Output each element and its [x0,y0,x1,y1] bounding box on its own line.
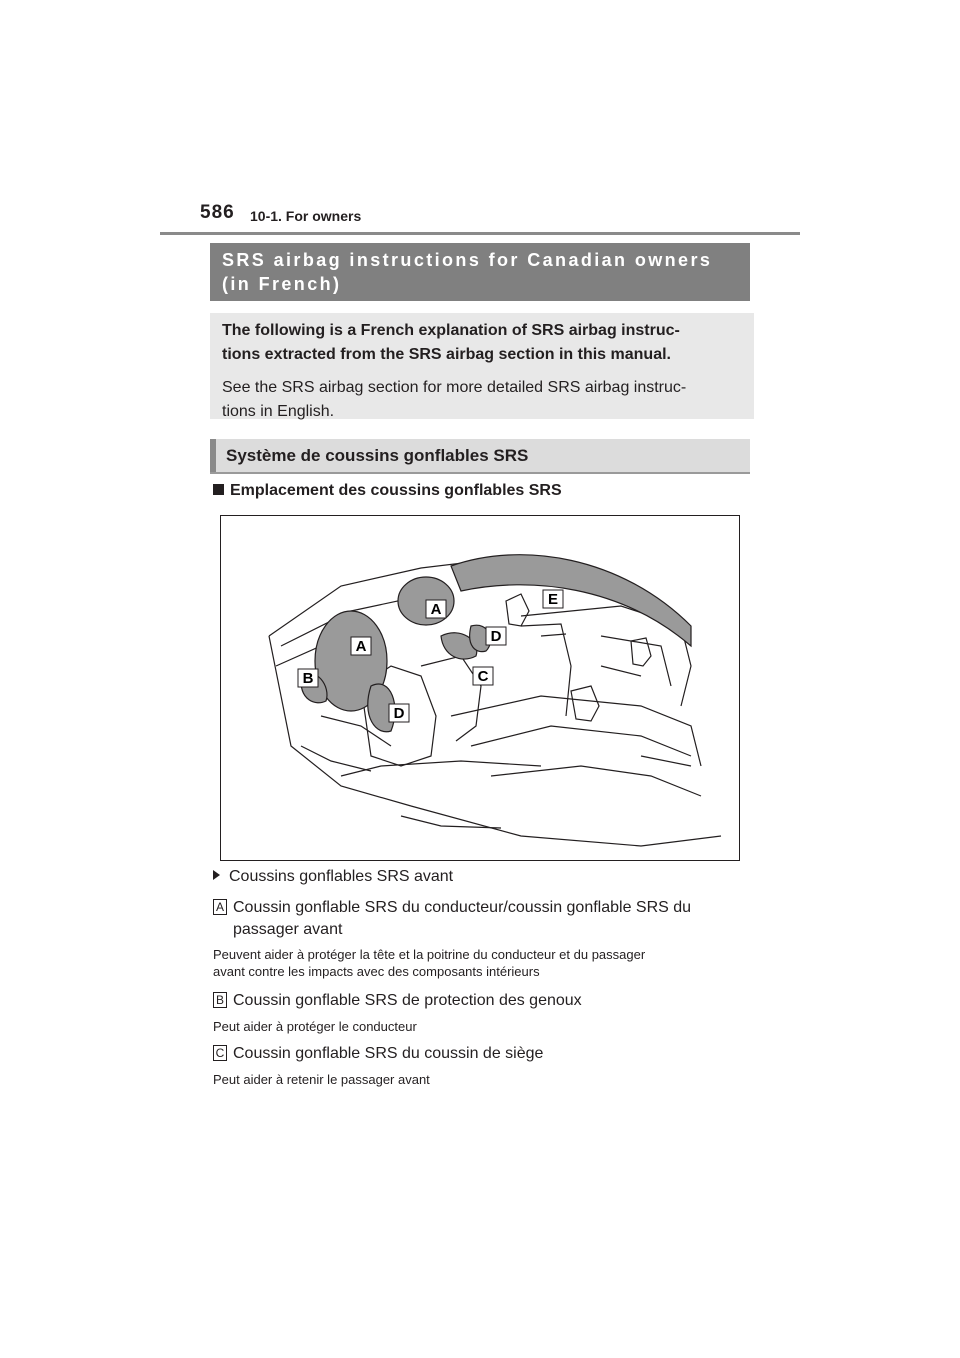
item-a-title [233,897,753,941]
item-b-description: Peut aider à protéger le conducteur [213,1019,417,1034]
item-c-letter: C [213,1045,227,1061]
car-interior-illustration [221,516,739,860]
section-heading-text: Emplacement des coussins gonflables SRS [230,482,562,499]
item-a-title-line-1: Coussin gonflable SRS du conducteur/coussin gonflable SRS du [233,899,692,916]
item-c-description: Peut aider à retenir le passager avant [213,1072,430,1087]
item-a-desc-line-1: Peuvent aider à protéger la tête et la poitrine du conducteur et du passager [213,947,646,962]
item-a [213,897,753,941]
item-b-letter: B [213,992,227,1008]
callout-a-passenger [426,600,446,618]
subheading: Système de coussins gonflables SRS [210,439,750,472]
callout-a-driver-text: A [355,638,367,655]
callout-d-upper-text: D [490,628,502,645]
intro-bold-line-1: The following is a French explanation of SRS airbag instruc- [222,322,680,339]
callout-d-lower-text: D [393,705,405,722]
callout-c [473,667,493,685]
bullet-front-airbags-text: Coussins gonflables SRS avant [229,868,454,885]
page-title: SRS airbag instructions for Canadian owners (in French) [210,243,750,301]
callout-d-upper [486,627,506,645]
callout-e-text: E [547,591,559,608]
subheading-rule [210,472,750,474]
triangle-bullet-icon [213,870,220,880]
item-c-title: Coussin gonflable SRS du coussin de siège [233,1045,544,1062]
section-label: 10-1. For owners [250,208,362,224]
item-a-description [213,946,773,980]
callout-b-text: B [302,670,314,687]
callout-e [543,590,563,608]
intro-normal-text [222,376,742,424]
intro-normal-line-1: See the SRS airbag section for more detailed SRS airbag instruc- [222,379,687,396]
square-bullet-icon [213,484,224,495]
item-a-letter: A [213,899,227,915]
intro-box [210,313,754,419]
header-rule [160,232,800,235]
callout-a-passenger-text: A [430,601,442,618]
intro-bold-text [222,319,742,367]
item-a-desc-line-2: avant contre les impacts avec des composants intérieurs [213,964,540,979]
intro-normal-line-2: tions in English. [222,403,335,420]
item-a-title-line-2: passager avant [233,921,343,938]
item-b [213,990,753,1012]
item-c [213,1043,753,1065]
intro-bold-line-2: tions extracted from the SRS airbag section in this manual. [222,346,671,363]
callout-c-text: C [477,668,489,685]
airbag-figure [220,515,740,861]
page-number: 586 [200,202,235,223]
callout-a-driver [351,637,371,655]
item-b-title: Coussin gonflable SRS de protection des genoux [233,992,582,1009]
callout-d-lower [389,704,409,722]
bullet-front-airbags [213,868,453,886]
section-heading [213,482,562,500]
callout-b [298,669,318,687]
